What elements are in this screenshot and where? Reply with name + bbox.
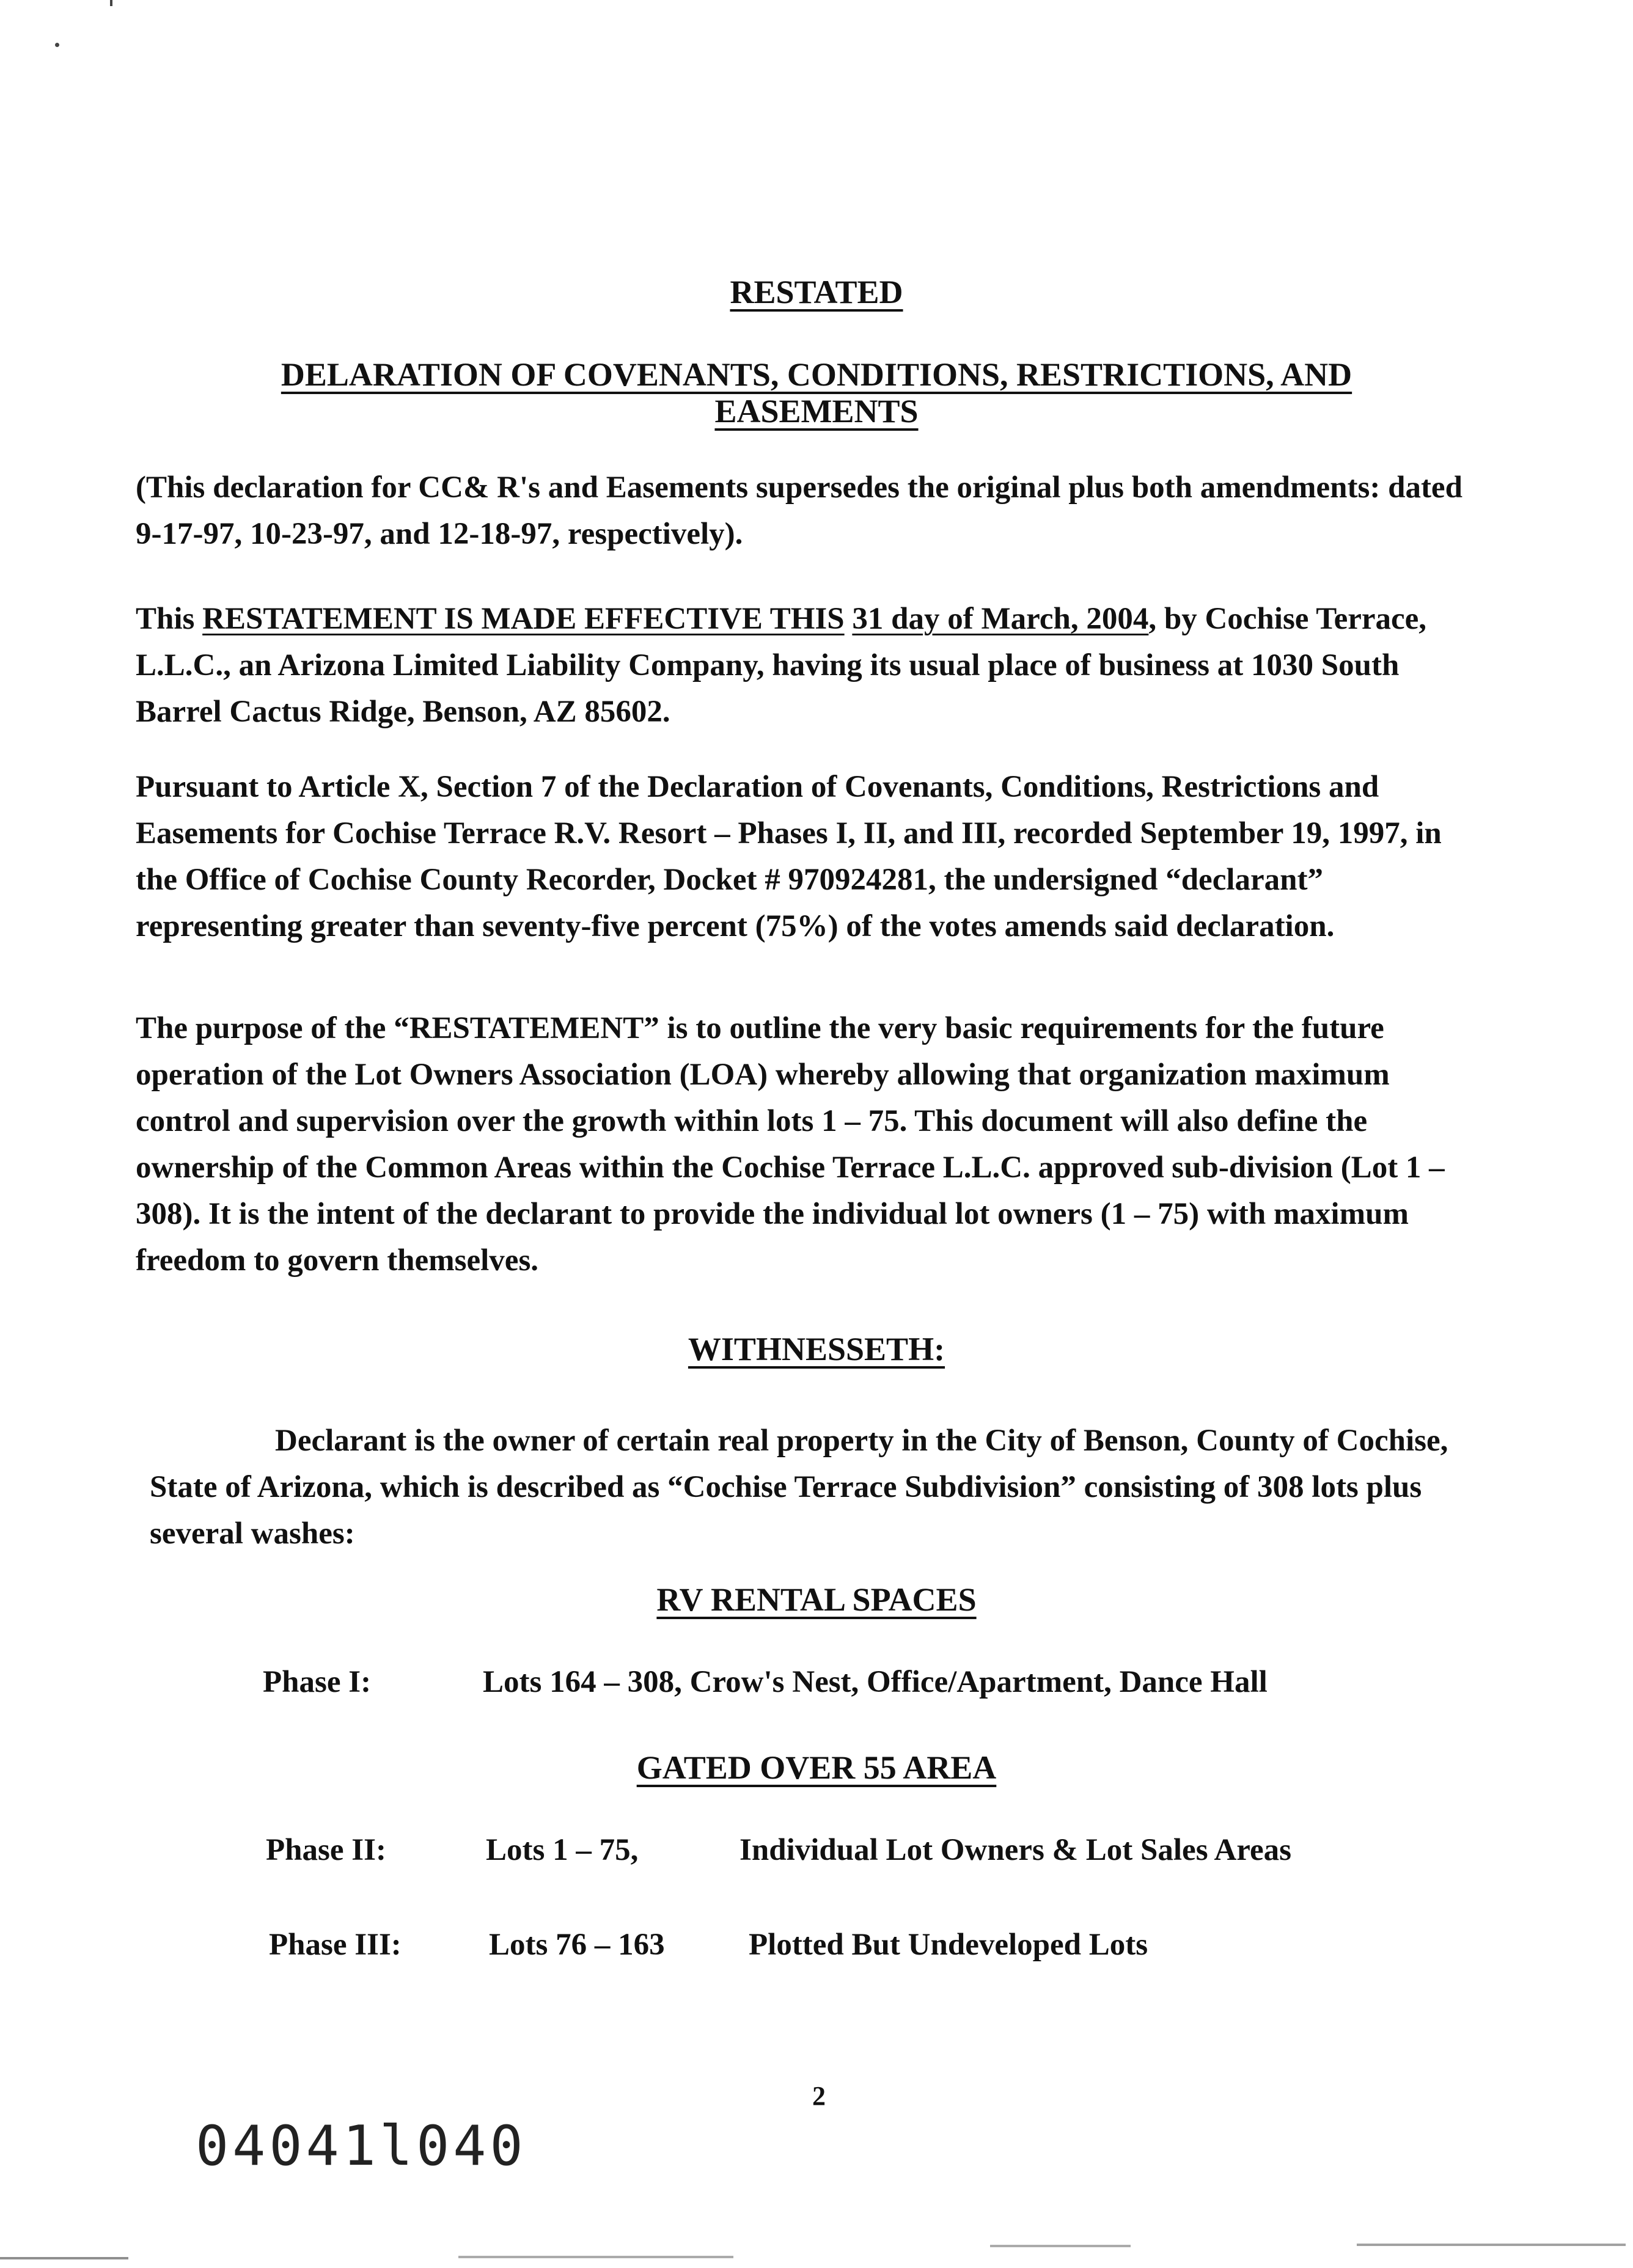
effective-spacer [845, 602, 853, 636]
document-subtitle-line2: EASEMENTS [714, 393, 919, 430]
effective-prefix: This [136, 602, 203, 636]
effective-date: 31 day of March, 2004 [852, 602, 1149, 636]
document-number-stamp: 04041l040 [196, 2114, 527, 2178]
effective-paragraph [136, 596, 1468, 735]
phase-1-label: Phase I: [263, 1665, 372, 1699]
rv-rental-heading: RV RENTAL SPACES [656, 1581, 977, 1618]
phase-2-label: Phase II: [266, 1833, 386, 1867]
gated-area-heading: GATED OVER 55 AREA [636, 1749, 997, 1786]
phase-3-lots: Lots 76 – 163 [489, 1928, 665, 1962]
scan-artifact-dot [55, 43, 59, 47]
page-number: 2 [812, 2081, 826, 2111]
scan-artifact-bottom-right-1 [990, 2245, 1131, 2247]
scan-artifact-bottom-left [0, 2257, 128, 2259]
scan-artifact-top [110, 0, 112, 6]
phase-1-lots: Lots 164 – 308, Crow's Nest, Office/Apartment, Dance Hall [483, 1665, 1268, 1699]
pursuant-paragraph: Pursuant to Article X, Section 7 of the Declaration of Covenants, Conditions, Restrictions and Easements for Cochise Terrace R.V. Resort – Phases I, II, and III, recorded September 19, 1997, in the Office of Cochise County Recorder, Docket # 970924281, the undersigned “declarant” representing greater than seventy-five percent (75%) of the votes amends said declaration. [136, 770, 1442, 943]
witnesseth-heading: WITHNESSETH: [688, 1331, 945, 1367]
phase-3-label: Phase III: [269, 1928, 402, 1962]
scan-artifact-bottom-center [458, 2256, 733, 2258]
declarant-paragraph: Declarant is the owner of certain real property in the City of Benson, County of Cochise, State of Arizona, which is described as “Cochise Terrace Subdivision” consisting of 308 lots plus several washes: [150, 1424, 1448, 1551]
effective-statement: RESTATEMENT IS MADE EFFECTIVE THIS [202, 602, 845, 636]
effective-suffix: , by Cochise Terrace, L.L.C., an Arizona Limited Liability Company, having its usual place of business at 1030 South Barrel Cactus Ridge, Benson, AZ 85602. [136, 602, 1427, 729]
scan-artifact-bottom-right-2 [1357, 2244, 1626, 2246]
phase-2-lots: Lots 1 – 75, [486, 1833, 639, 1867]
purpose-paragraph: The purpose of the “RESTATEMENT” is to outline the very basic requirements for the future operation of the Lot Owners Association (LOA) whereby allowing that organization maximum control and supervision over the growth within lots 1 – 75. This document will also define the ownership of the Common Areas within the Cochise Terrace L.L.C. approved sub-division (Lot 1 – 308). It is the intent of the declarant to provide the individual lot owners (1 – 75) with maximum freedom to govern themselves. [136, 1011, 1445, 1278]
document-title: RESTATED [730, 274, 903, 310]
supersedes-note: (This declaration for CC& R's and Easements supersedes the original plus both amendments: dated 9-17-97, 10-23-97, and 12-18-97, respectively). [136, 470, 1462, 551]
phase-2-description: Individual Lot Owners & Lot Sales Areas [739, 1833, 1292, 1867]
phase-3-description: Plotted But Undeveloped Lots [749, 1928, 1148, 1962]
document-subtitle-line1: DELARATION OF COVENANTS, CONDITIONS, RESTRICTIONS, AND [281, 356, 1352, 393]
